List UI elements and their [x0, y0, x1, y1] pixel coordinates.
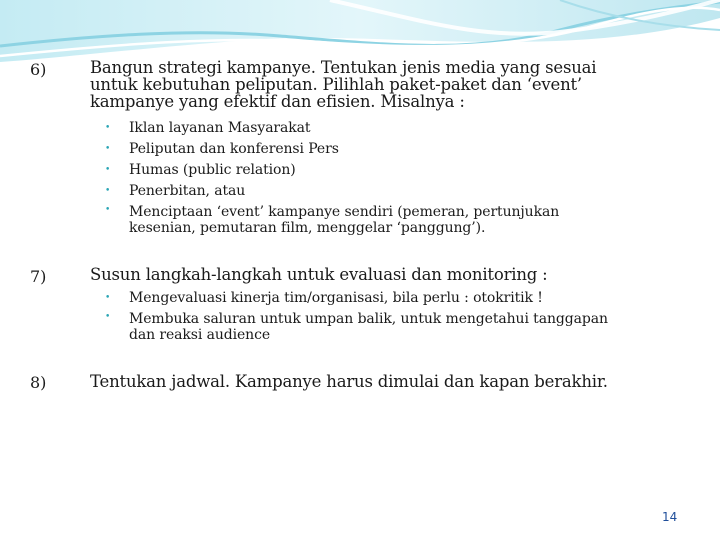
- list-item: • Iklan layanan Masyarakat: [105, 118, 685, 139]
- item-8-line-1: Tentukan jadwal. Kampanye harus dimulai dan kapan berakhir.: [90, 372, 608, 391]
- bullet-icon: •: [105, 165, 111, 175]
- item-6-line-3: kampanye yang efektif dan efisien. Misalnya :: [90, 92, 465, 111]
- list-item: • Menciptaan ‘event’ kampanye sendiri (pemeran, pertunjukan kesenian, pemutaran film, menggelar ‘panggung’).: [105, 204, 560, 236]
- item-6-text: [90, 59, 690, 110]
- item-number-8: 8): [30, 373, 47, 392]
- bullet-icon: •: [105, 144, 111, 154]
- list-item: • Peliputan dan konferensi Pers: [105, 139, 685, 160]
- bullet-icon: •: [105, 312, 111, 322]
- bullet-icon: •: [105, 186, 111, 196]
- item-number-6: 6): [30, 60, 47, 79]
- page-number: 14: [662, 510, 678, 524]
- item-8-text: [90, 373, 690, 390]
- item-6-line-1: Bangun strategi kampanye. Tentukan jenis media yang sesuai: [90, 58, 597, 77]
- bullet-icon: •: [105, 293, 111, 303]
- item-number-7: 7): [30, 267, 47, 286]
- item-6-bullet-list: [105, 118, 685, 236]
- item-6-line-2: untuk kebutuhan peliputan. Pilihlah paket-paket dan ‘event’: [90, 75, 582, 94]
- bullet-icon: •: [105, 123, 111, 133]
- item-7-bullet-list: [105, 288, 685, 343]
- list-item: • Penerbitan, atau: [105, 181, 685, 202]
- list-item: • Membuka saluran untuk umpan balik, untuk mengetahui tanggapan dan reaksi audience: [105, 311, 608, 343]
- list-item: • Mengevaluasi kinerja tim/organisasi, bila perlu : otokritik !: [105, 288, 685, 309]
- item-7-line-1: Susun langkah-langkah untuk evaluasi dan monitoring :: [90, 265, 548, 284]
- bullet-icon: •: [105, 205, 111, 215]
- item-7-text: [90, 266, 690, 283]
- list-item: • Humas (public relation): [105, 160, 685, 181]
